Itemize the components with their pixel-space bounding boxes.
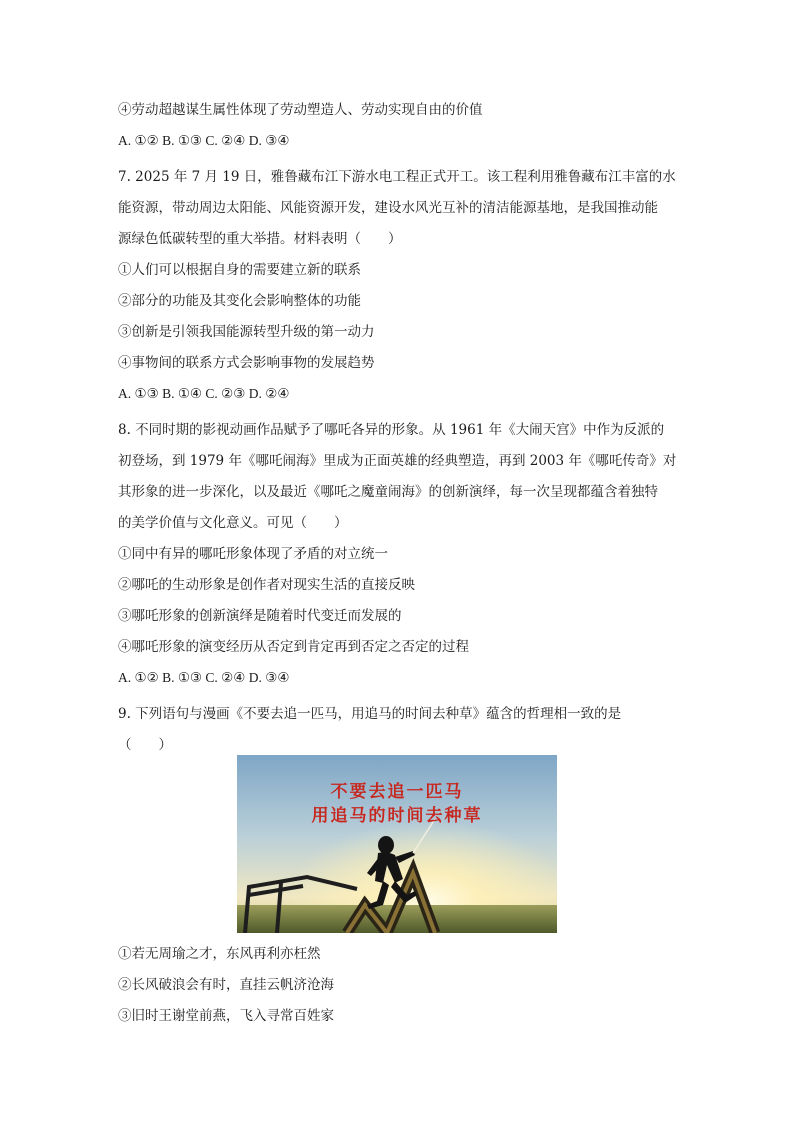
q8-option-3: ③哪吒形象的创新演绎是随着时代变迁而发展的 (118, 608, 402, 624)
question-9 (118, 699, 678, 761)
q9-stem-line-2: （ ） (118, 737, 172, 753)
q9-stem-line-1: 9. 下列语句与漫画《不要去追一匹马，用追马的时间去种草》蕴含的哲理相一致的是 (118, 706, 622, 722)
q6-option-4: ④劳动超越谋生属性体现了劳动塑造人、劳动实现自由的价值 (118, 102, 483, 118)
q8-option-2: ②哪吒的生动形象是创作者对现实生活的直接反映 (118, 577, 415, 593)
q8-stem-line-3: 其形象的进一步深化，以及最近《哪吒之魔童闹海》的创新演绎，每一次呈现都蕴含着独特 (118, 484, 658, 500)
q7-stem-line-2: 能资源，带动周边太阳能、风能资源开发，建设水风光互补的清洁能源基地，是我国推动能 (118, 200, 658, 216)
exam-page (118, 100, 678, 763)
q7-option-4: ④事物间的联系方式会影响事物的发展趋势 (118, 355, 375, 371)
q8-stem-line-2: 初登场，到 1979 年《哪吒闹海》里成为正面英雄的经典塑造，再到 2003 年《哪吒传奇》对 (118, 453, 677, 469)
q9-option-1: ①若无周瑜之才，东风再利亦枉然 (118, 946, 321, 962)
q9-option-3: ③旧时王谢堂前燕，飞入寻常百姓家 (118, 1008, 334, 1024)
q7-option-3: ③创新是引领我国能源转型升级的第一动力 (118, 324, 375, 340)
q9-options (118, 944, 678, 1037)
cartoon-caption-line-2: 用追马的时间去种草 (311, 806, 483, 826)
cartoon-caption-line-1: 不要去追一匹马 (330, 782, 464, 802)
q8-option-4: ④哪吒形象的演变经历从否定到肯定再到否定之否定的过程 (118, 639, 469, 655)
q8-answer-choices: A. ①② B. ①③ C. ②④ D. ③④ (118, 670, 290, 685)
q8-stem-line-1: 8. 不同时期的影视动画作品赋予了哪吒各异的形象。从 1961 年《大闹天宫》中作为反派的 (118, 422, 665, 438)
q9-option-2: ②长风破浪会有时，直挂云帆济沧海 (118, 977, 334, 993)
q7-option-1: ①人们可以根据自身的需要建立新的联系 (118, 262, 361, 278)
question-7 (118, 162, 678, 255)
q7-option-2: ②部分的功能及其变化会影响整体的功能 (118, 293, 361, 309)
q7-stem-line-3: 源绿色低碳转型的重大举措。材料表明（ ） (118, 231, 402, 247)
question-8 (118, 415, 678, 539)
q7-answer-choices: A. ①③ B. ①④ C. ②③ D. ②④ (118, 386, 290, 401)
cartoon-figure (237, 755, 557, 933)
q7-stem-line-1: 7. 2025 年 7 月 19 日，雅鲁藏布江下游水电工程正式开工。该工程利用雅鲁藏布江丰富的水 (118, 169, 676, 185)
q8-option-1: ①同中有异的哪吒形象体现了矛盾的对立统一 (118, 546, 388, 562)
q6-answer-choices: A. ①② B. ①③ C. ②④ D. ③④ (118, 133, 290, 148)
q8-stem-line-4: 的美学价值与文化意义。可见（ ） (118, 515, 348, 531)
